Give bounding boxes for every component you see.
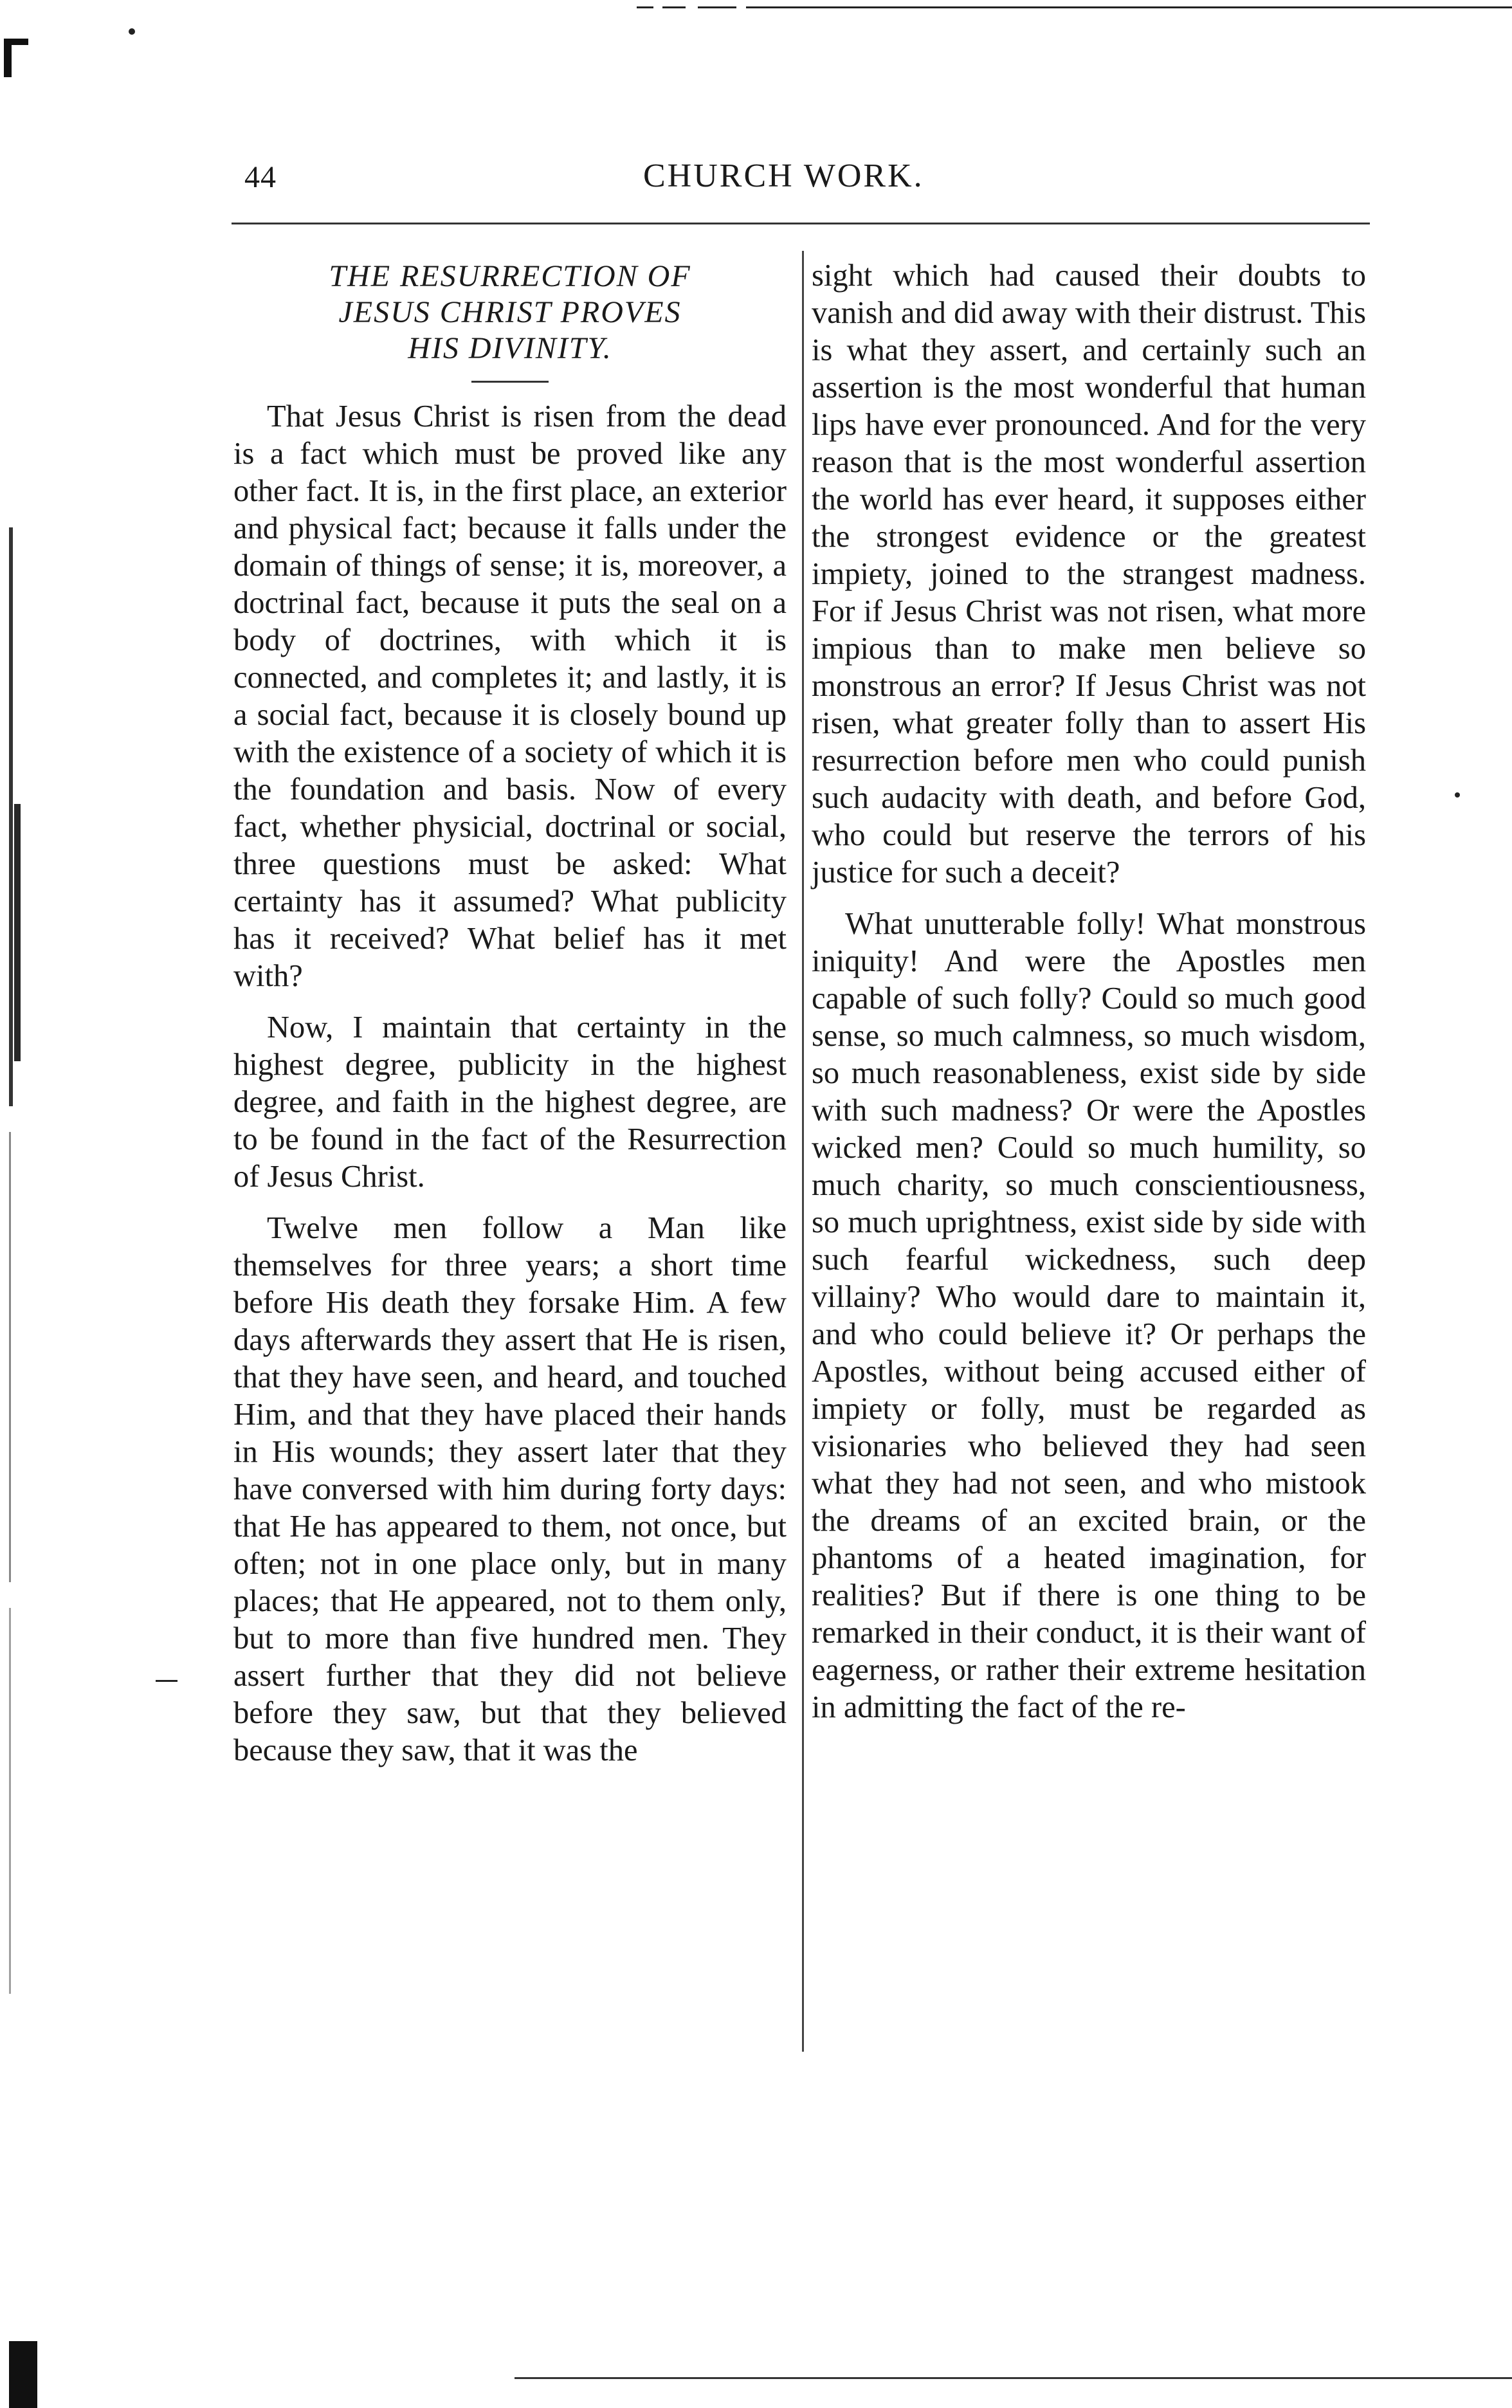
- scan-speck: [1455, 792, 1460, 798]
- scan-mark: [9, 2341, 37, 2408]
- left-column: [233, 257, 787, 1783]
- column-divider: [802, 251, 804, 2052]
- running-head: CHURCH WORK.: [643, 158, 924, 194]
- scan-artifact-top: [0, 0, 1512, 3]
- paragraph: Twelve men follow a Man like themselves for three years; a short time before His death they forsake Him. A few days afterwards they assert that He is risen, that they have seen, and heard, and touched Him, and that they have placed their hands in His wounds; they assert later that they have conversed with him during forty days: that He has appeared to them, not once, but often; not in one place only, but in many places; that He appeared, not to them only, but to more than five hundred men. They assert further that they did not believe before they saw, but that they believed because they saw, that it was the: [233, 1211, 787, 1767]
- scan-dash: [698, 6, 736, 8]
- article-title-line: HIS DIVINITY.: [408, 331, 612, 365]
- title-rule: [471, 381, 549, 383]
- right-column: [812, 257, 1366, 1740]
- scan-mark: [9, 527, 13, 1106]
- paragraph: That Jesus Christ is risen from the dead is a fact which must be proved like any other fact. It is, in the first place, an exterior and physical fact; because it falls under the domain of things of sense; it is, moreover, a doctrinal fact, because it puts the seal on a body of doctrines, with which it is connected, and completes it; and lastly, it is a social fact, because it is closely bound up with the existence of a society of which it is the foundation and basis. Now of every fact, whether physicial, doctrinal or social, three questions must be asked: What certainty has it assumed? What publicity has it received? What belief has it met with?: [233, 399, 787, 993]
- scan-dash: [662, 6, 686, 8]
- paragraph: What unutterable folly! What monstrous iniquity! And were the Apostles men capable of such folly? Could so much good sense, so much calmness, so much wisdom, so much reasonableness, exist side by side with such madness? Or were the Apostles wicked men? Could so much humility, so much charity, so much conscientiousness, so much uprightness, exist side by side with such fearful wickedness, such deep villainy? Who would dare to maintain it, and who could believe it? Or perhaps the Apostles, without being accused either of impiety or folly, must be regarded as visionaries who believed they had seen what they had not seen, and who mistook the dreams of an excited brain, or the phantoms of a heated imagination, for realities? But if there is one thing to be remarked in their conduct, it is their want of eagerness, or rather their extreme hesitation in admitting the fact of the re-: [812, 907, 1366, 1724]
- scan-mark: [4, 39, 28, 45]
- header-rule: [232, 223, 1370, 224]
- page-number: 44: [244, 160, 277, 194]
- scan-dash: [746, 6, 1512, 8]
- article-title: [233, 259, 787, 367]
- margin-mark: [156, 1680, 178, 1682]
- bottom-rule: [515, 2377, 1512, 2379]
- article-title-line: THE RESURRECTION OF: [329, 259, 691, 293]
- paragraph: Now, I maintain that certainty in the highest degree, publicity in the highest degree, and faith in the highest degree, are to be found in the fact of the Resurrection of Jesus Christ.: [233, 1010, 787, 1194]
- scan-mark: [9, 1132, 11, 1582]
- scan-mark: [14, 804, 21, 1061]
- scan-speck: [129, 28, 135, 35]
- scan-dash: [637, 6, 653, 8]
- paragraph-continued: sight which had caused their doubts to vanish and did away with their distrust. This is what they assert, and certainly such an assertion is the most wonderful that human lips have ever pronounced. And for the very reason that is the most wonderful assertion the world has ever heard, it supposes either the strongest evidence or the greatest impiety, joined to the strangest madness. For if Jesus Christ was not risen, what more impious than to make men believe so monstrous an error? If Jesus Christ was not risen, what greater folly than to assert His resurrection before men who could punish such audacity with death, and before God, who could but reserve the terrors of his justice for such a deceit?: [812, 259, 1366, 889]
- article-title-line: JESUS CHRIST PROVES: [338, 295, 682, 329]
- scan-artifact-left-edge: [0, 0, 51, 2408]
- scan-mark: [9, 1608, 11, 1994]
